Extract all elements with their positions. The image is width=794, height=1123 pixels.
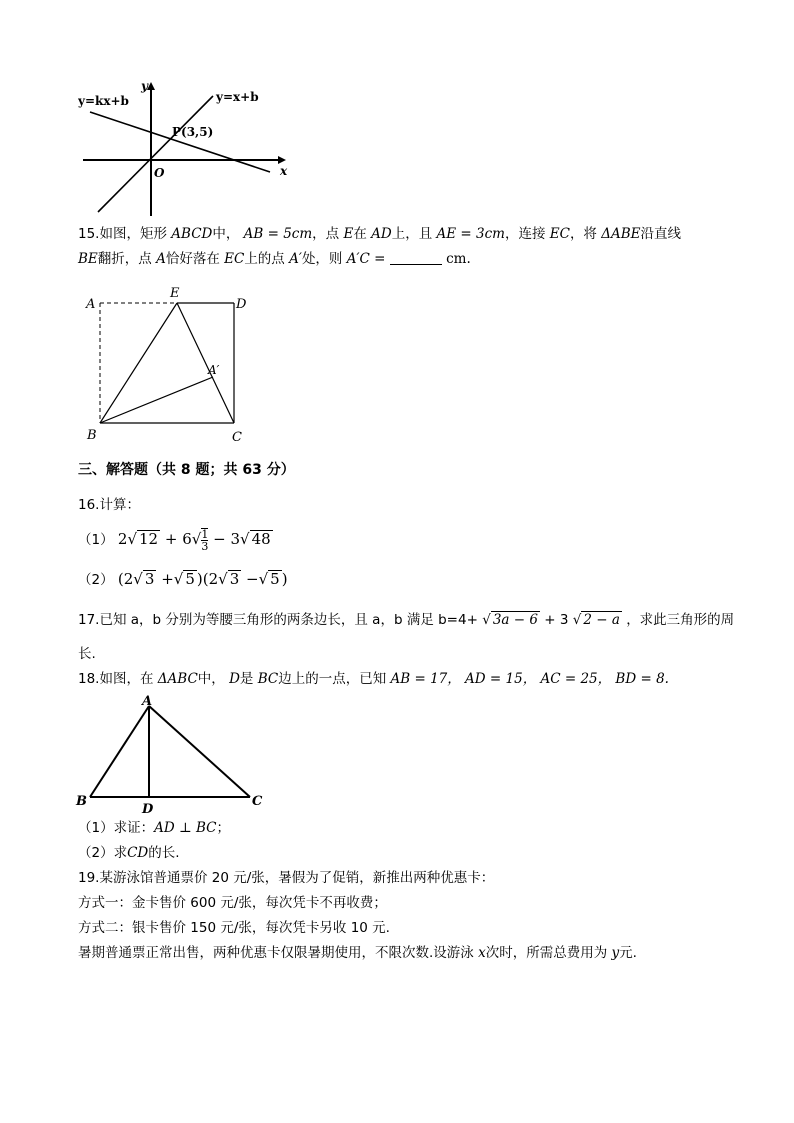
q15-line1: 15.如图，矩形 ABCD中， AB = 5cm，点 E在 AD上，且 AE = 3cm，连接 EC，将 ΔABE沿直线 [78, 226, 682, 242]
label-b: B [76, 794, 87, 809]
label-a: A [86, 297, 96, 312]
label-d: D [236, 297, 247, 312]
q19-line1: 19.某游泳馆普通票价 20 元/张，暑假为了促销，新推出两种优惠卡： [78, 870, 495, 886]
point-p-label: P(3,5) [172, 125, 214, 139]
q18-part1: （1）求证：AD ⊥ BC； [78, 820, 230, 836]
segment-ab [90, 706, 149, 797]
segment-ba-prime [100, 377, 213, 423]
label-e: E [170, 286, 180, 301]
origin-label: O [154, 166, 165, 180]
label-a: A [142, 694, 153, 709]
label-x-b: y=x+b [216, 90, 259, 104]
section-title: 三、解答题（共 8 题；共 63 分） [78, 462, 295, 478]
triangle-abc-figure [74, 692, 274, 817]
line-x-b [98, 96, 213, 212]
q16-part1: （1） 2√ 12 + 6√ $\frac{1}{3}$ − 3√ 48 [78, 528, 271, 553]
segment-be [100, 303, 177, 423]
q17-line1: 17.已知 a，b 分别为等腰三角形的两条边长，且 a，b 满足 b=4+ √ 3a − 6 + 3 √ 2 − a ，求此三角形的周 [78, 612, 735, 628]
rectangle-fold-figure [82, 282, 252, 447]
segment-ec [177, 303, 234, 423]
label-d: D [142, 802, 154, 817]
x-axis-label: x [280, 164, 288, 178]
q15-line2: BE翻折，点 A恰好落在 EC上的点 A′处，则 A′C = cm. [78, 251, 471, 267]
label-c: C [252, 794, 263, 809]
q19-line3: 方式二：银卡售价 150 元/张，每次凭卡另收 10 元. [78, 920, 390, 936]
q16-part2: （2） (2√ 3 +√ 5 )(2√ 3 −√ 5 ) [78, 570, 288, 588]
label-c: C [232, 430, 242, 445]
label-b: B [87, 428, 97, 443]
linear-graph-figure [78, 78, 293, 218]
q18-part2: （2）求CD的长. [78, 845, 180, 861]
y-axis-arrow [147, 82, 155, 90]
y-axis-label: y [141, 79, 148, 93]
x-axis-arrow [278, 156, 286, 164]
q19-line4: 暑期普通票正常出售，两种优惠卡仅限暑期使用，不限次数.设游泳 x次时，所需总费用为 y元. [78, 945, 637, 961]
line-kx-b [90, 112, 270, 172]
q18-line1: 18.如图，在 ΔABC中， D是 BC边上的一点，已知 AB = 17， AD = 15， AC = 25， BD = 8. [78, 671, 669, 687]
segment-ac [149, 706, 250, 797]
q19-line2: 方式一：金卡售价 600 元/张，每次凭卡不再收费； [78, 895, 387, 911]
label-kx-b: y=kx+b [78, 94, 129, 108]
q16-title: 16.计算： [78, 497, 140, 513]
label-a-prime: A′ [208, 363, 220, 377]
answer-blank[interactable] [390, 250, 442, 265]
q17-line2: 长. [78, 646, 96, 662]
